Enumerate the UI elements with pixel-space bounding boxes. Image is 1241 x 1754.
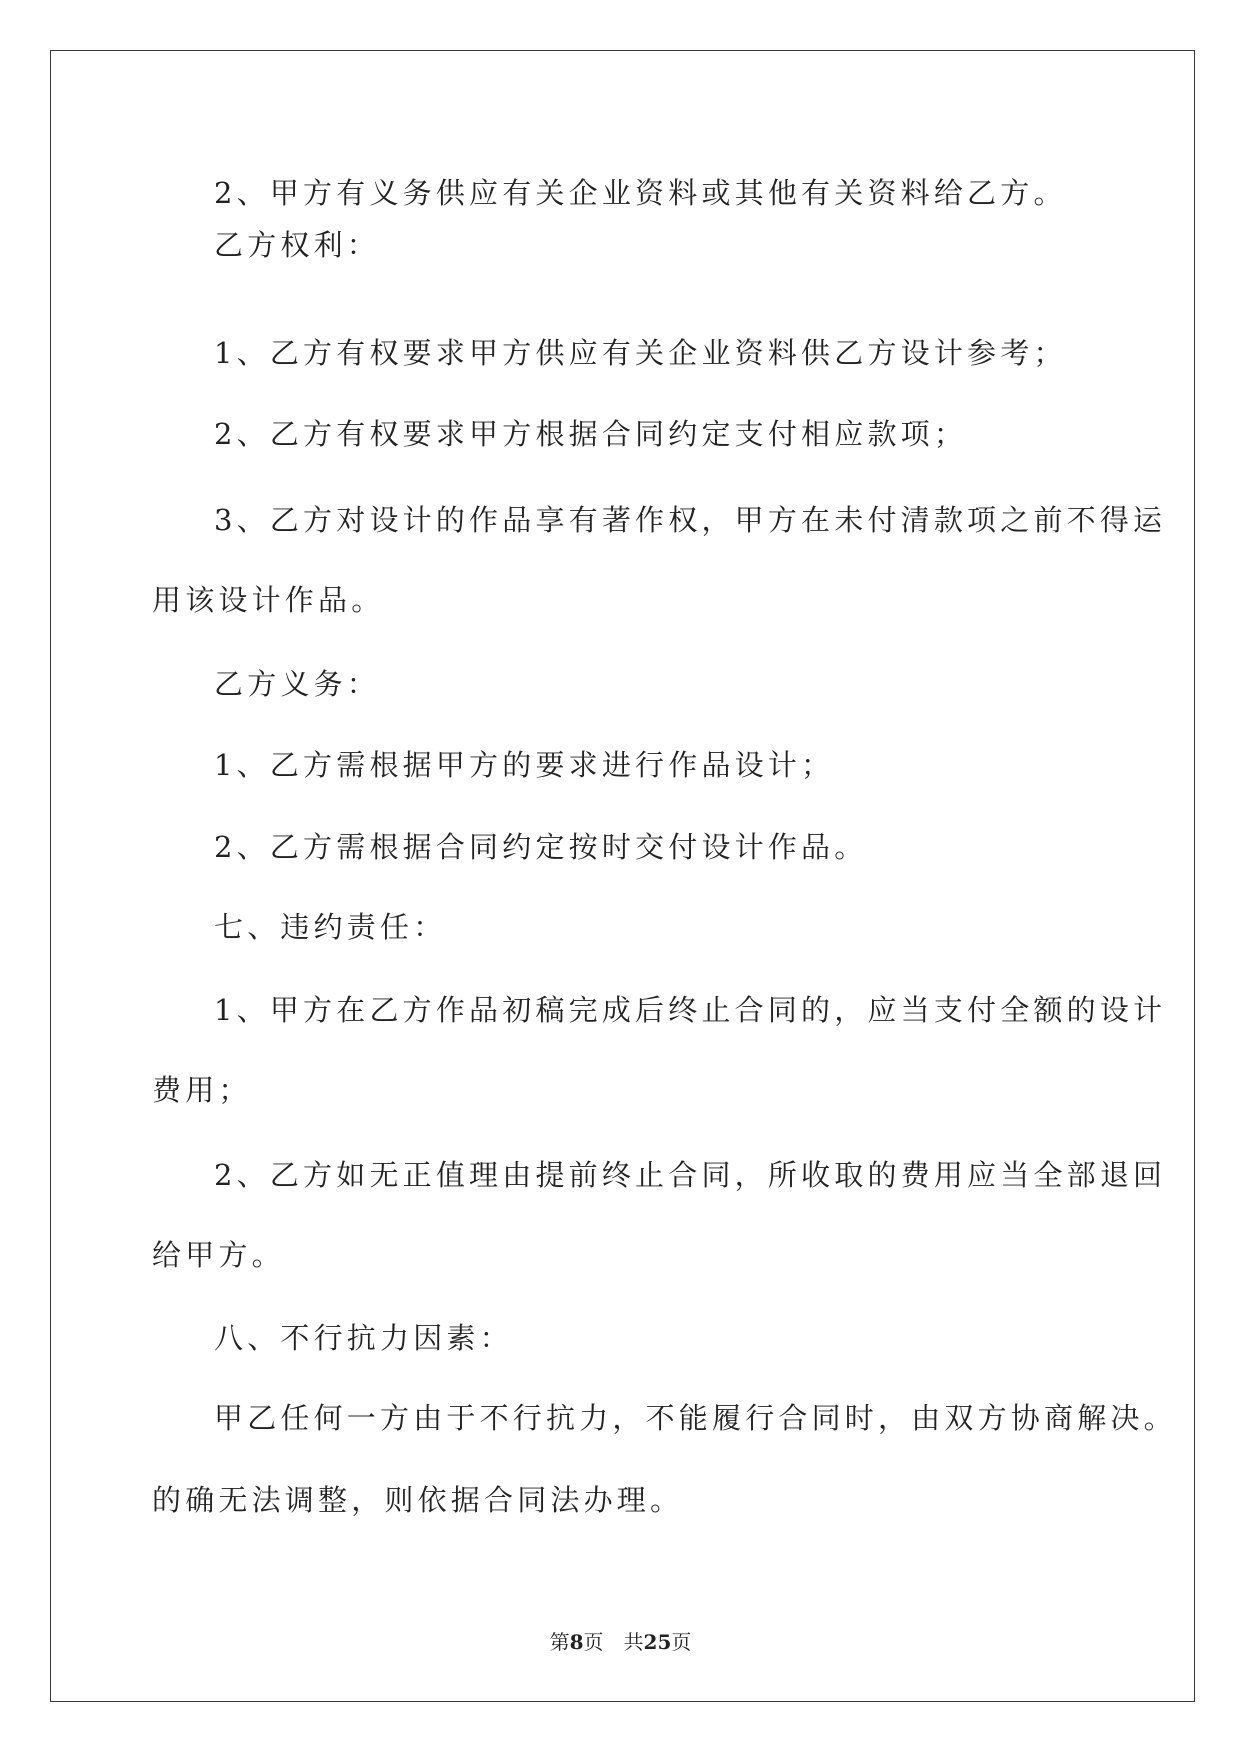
paragraph-line: 七、违约责任： <box>214 910 447 944</box>
paragraph-line: 2、乙方如无正值理由提前终止合同，所收取的费用应当全部退回 <box>214 1158 1167 1192</box>
paragraph-line: 乙方义务： <box>214 667 381 701</box>
paragraph-line: 给甲方。 <box>152 1238 285 1272</box>
paragraph-line: 乙方权利： <box>214 228 381 262</box>
footer-prefix: 第 <box>549 1630 570 1654</box>
paragraph-line: 1、乙方有权要求甲方供应有关企业资料供乙方设计参考； <box>214 336 1067 370</box>
paragraph-line: 用该设计作品。 <box>152 583 385 617</box>
footer-suffix: 页 <box>671 1630 692 1654</box>
paragraph-line: 八、不行抗力因素： <box>214 1321 513 1355</box>
paragraph-line: 3、乙方对设计的作品享有著作权，甲方在未付清款项之前不得运 <box>214 503 1167 537</box>
paragraph-line: 1、甲方在乙方作品初稿完成后终止合同的，应当支付全额的设计 <box>214 993 1167 1027</box>
paragraph-line: 1、乙方需根据甲方的要求进行作品设计； <box>214 748 835 782</box>
paragraph-line: 甲乙任何一方由于不行抗力，不能履行合同时，由双方协商解决。 <box>214 1401 1177 1435</box>
paragraph-line: 的确无法调整，则依据合同法办理。 <box>152 1483 684 1517</box>
paragraph-line: 2、乙方有权要求甲方根据合同约定支付相应款项； <box>214 417 968 451</box>
total-pages: 25 <box>643 1630 672 1654</box>
current-page: 8 <box>569 1630 584 1654</box>
page-number-footer <box>0 1628 1241 1656</box>
footer-mid: 页 共 <box>583 1630 644 1654</box>
paragraph-line: 2、乙方需根据合同约定按时交付设计作品。 <box>214 830 868 864</box>
paragraph-line: 费用； <box>152 1073 252 1107</box>
page-border <box>50 50 1195 1702</box>
paragraph-line: 2、甲方有义务供应有关企业资料或其他有关资料给乙方。 <box>214 176 1067 210</box>
